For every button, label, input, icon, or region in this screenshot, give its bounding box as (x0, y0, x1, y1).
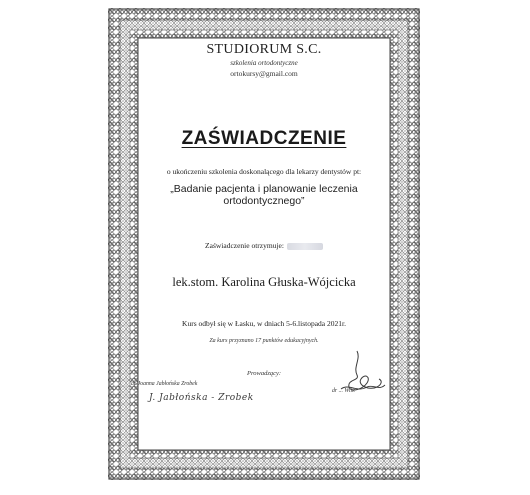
right-lecturer-name: dr ... Wilk (332, 388, 355, 394)
recipient-name: lek.stom. Karolina Głuska-Wójcicka (172, 275, 356, 289)
course-title: „Badanie pacjenta i planowanie leczenia ortodontycznego” (170, 183, 358, 207)
certificate-intro: o ukończeniu szkolenia doskonalącego dla lekarzy dentystów pt: (166, 167, 362, 176)
course-place-date: Kurs odbył się w Łasku, w dniach 5-6.listopada 2021r. (182, 319, 346, 328)
certificate-title: ZAŚWIADCZENIE (181, 128, 347, 149)
receives-line (137, 241, 391, 250)
lecturers-label: Prowadzący: (246, 370, 282, 377)
right-signature-icon (327, 349, 387, 399)
left-signature: J. Jabłońska - Zrobek (149, 393, 254, 403)
redacted-mark (287, 243, 323, 250)
receives-label: Zaświadczenie otrzymuje: (205, 241, 284, 250)
issuer-email: ortokursy@gmail.com (230, 69, 298, 78)
certificate-content (131, 36, 391, 454)
points-note: Za kurs przyznano 17 punktów edukacyjnych. (209, 338, 319, 344)
issuer-name: STUDIORUM S.C. (206, 42, 322, 57)
issuer-subtitle: szkolenia ortodontyczne (230, 59, 298, 67)
left-lecturer-name: dr Joanna Jabłońska Zrobek (131, 381, 198, 387)
